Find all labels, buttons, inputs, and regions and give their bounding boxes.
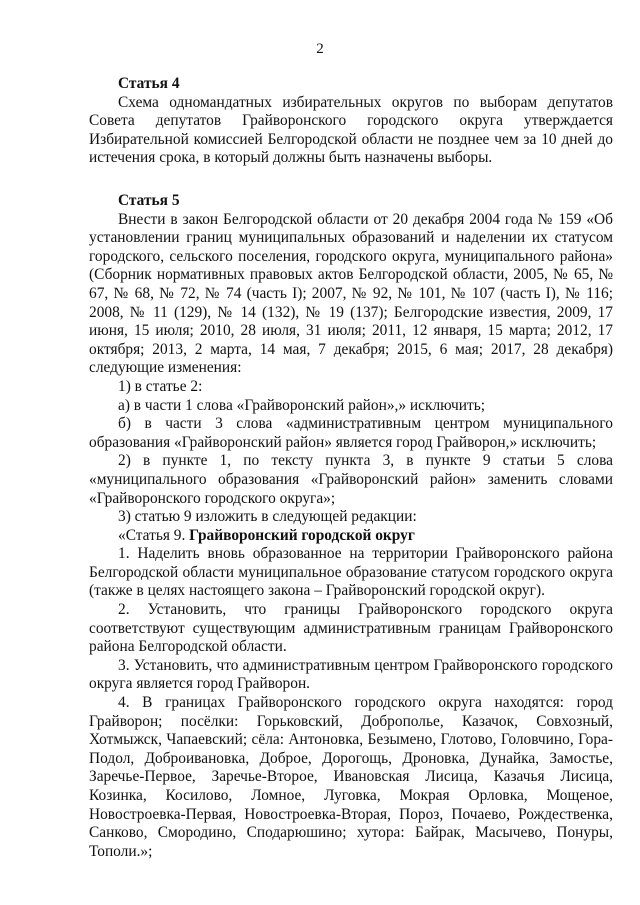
- article-5-intro: Внести в закон Белгородской области от 20 декабря 2004 года № 159 «Об установлении границ муниципальных образований и наделении их статусом городского, сельского поселения, городского округа, муниципального района» (Сборник нормативных правовых актов Белгородской области, 2005, № 65, № 67, № 68, № 72, № 74 (часть I); 2007, № 92, № 101, № 107 (часть I), № 116; 2008, № 11 (129), № 14 (132), № 19 (137); Белгородские известия, 2009, 17 июня, 15 июля; 2010, 28 июля, 31 июля; 2011, 12 января, 15 марта; 2012, 17 октября; 2013, 2 марта, 14 мая, 7 декабря; 2015, 6 мая; 2017, 28 декабря) следующие изменения:: [89, 210, 613, 377]
- amendment-item-1: 1) в статье 2:: [118, 377, 203, 395]
- new-article-9-point-1: 1. Наделить вновь образованное на территории Грайворонского района Белгородской области муниципальное образование статусом городского округа (также в целях настоящего закона – Грайворонский городской округ).: [89, 545, 613, 600]
- new-article-9-point-4: 4. В границах Грайворонского городского округа находятся: город Грайворон; посёлки: Горьковский, Доброполье, Казачок, Совхозный, Хотмыжск, Чапаевский; сёла: Антоновка, Безымено, Глотово, Головчино, Гора-Подол, Доброивановка, Доброе, Дорогощь, Дроновка, Дунайка, Замостье, Заречье-Первое, Заречье-Второе, Ивановская Лисица, Казачья Лисица, Козинка, Косилово, Ломное, Луговка, Мокрая Орловка, Мощеное, Новостроевка-Первая, Новостроевка-Вторая, Пороз, Почаево, Рождественка, Санково, Смородино, Сподарюшино; хутора: Байрак, Масычево, Понуры, Тополи.»;: [89, 694, 613, 860]
- new-article-9-heading: [89, 527, 613, 546]
- amendment-item-2: 2) в пункте 1, по тексту пункта 3, в пункте 9 статьи 5 слова «муниципального образования «Грайворонский район» заменить словами «Грайворонского городского округа»;: [89, 452, 613, 507]
- article-5: [89, 192, 613, 861]
- article-5-heading: Статья 5: [118, 192, 180, 209]
- amendment-item-3: 3) статью 9 изложить в следующей редакции:: [118, 508, 417, 526]
- new-article-prefix: «Статья 9.: [118, 526, 190, 544]
- new-article-9-point-3: 3. Установить, что административным центром Грайворонского городского округа является город Грайворон.: [89, 656, 613, 693]
- article-4-text: Схема одномандатных избирательных округов по выборам депутатов Совета депутатов Грайворонского городского округа утверждается Избирательной комиссией Белгородской области не позднее чем за 10 дней до истечения срока, в который должны быть назначены выборы.: [89, 93, 613, 167]
- article-4: [89, 75, 613, 168]
- new-article-title: Грайворонский городской округ: [189, 526, 415, 544]
- page-number: 2: [316, 41, 324, 57]
- article-4-heading: Статья 4: [118, 75, 180, 92]
- new-article-9-point-2: 2. Установить, что границы Грайворонского городского округа соответствуют существующим административным границам Грайворонского района Белгородской области.: [89, 601, 613, 656]
- amendment-item-1a: а) в части 1 слова «Грайворонский район»,» исключить;: [118, 396, 486, 414]
- amendment-item-1b: б) в части 3 слова «административным центром муниципального образования «Грайворонский район» является город Грайворон,» исключить;: [89, 415, 613, 451]
